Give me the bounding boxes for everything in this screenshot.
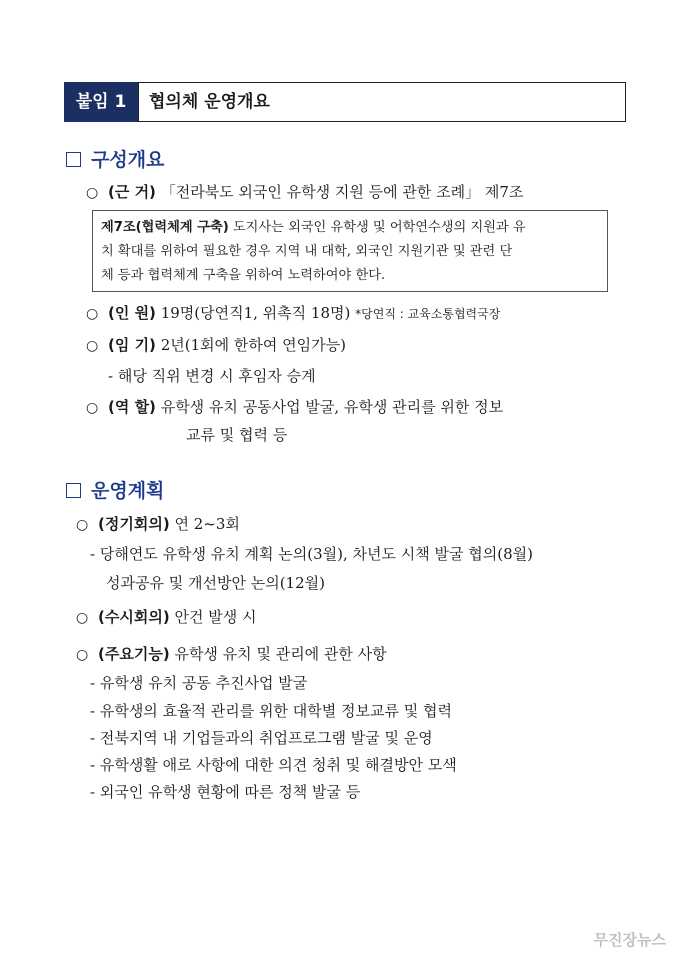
- regular-meeting-sub-cont: 성과공유 및 개선방안 논의(12월): [106, 574, 325, 592]
- section-title-composition: 구성개요: [66, 145, 164, 172]
- adhoc-meeting-row: ○ (수시회의) 안건 발생 시: [76, 608, 257, 626]
- watermark-logo: 무진장뉴스: [593, 931, 666, 949]
- circle-bullet-icon: ○: [76, 647, 89, 663]
- checkbox-square-icon: [66, 483, 81, 498]
- checkbox-square-icon: [66, 152, 81, 167]
- term-row: ○ (임 기) 2년(1회에 한하여 연임가능): [86, 336, 346, 354]
- term-sub: - 해당 직위 변경 시 후임자 승계: [108, 367, 316, 385]
- basis-row: ○ (근 거) 「전라북도 외국인 유학생 지원 등에 관한 조례」 제7조: [86, 183, 524, 201]
- regular-meeting-row: ○ (정기회의) 연 2~3회: [76, 515, 240, 533]
- circle-bullet-icon: ○: [86, 306, 99, 322]
- list-item: - 유학생 유치 공동 추진사업 발굴: [90, 674, 308, 692]
- regular-meeting-sub: - 당해연도 유학생 유치 계획 논의(3월), 차년도 시책 발굴 협의(8월): [90, 545, 534, 563]
- role-row: ○ (역 할) 유학생 유치 공동사업 발굴, 유학생 관리를 위한 정보: [86, 398, 504, 416]
- list-item: - 외국인 유학생 현황에 따른 정책 발굴 등: [90, 783, 361, 801]
- circle-bullet-icon: ○: [76, 517, 89, 533]
- page-title: 협의체 운영개요: [138, 82, 626, 122]
- circle-bullet-icon: ○: [86, 338, 99, 354]
- circle-bullet-icon: ○: [86, 185, 99, 201]
- list-item: - 유학생활 애로 사항에 대한 의견 청취 및 해결방안 모색: [90, 756, 457, 774]
- list-item: - 전북지역 내 기업들과의 취업프로그램 발굴 및 운영: [90, 729, 433, 747]
- circle-bullet-icon: ○: [86, 400, 99, 416]
- members-row: ○ (인 원) 19명(당연직1, 위촉직 18명) *당연직 : 교육소통협력국장: [86, 304, 501, 322]
- section-title-operation: 운영계획: [66, 476, 164, 503]
- role-continued: 교류 및 협력 등: [186, 426, 288, 444]
- list-item: - 유학생의 효율적 관리를 위한 대학별 정보교류 및 협력: [90, 702, 452, 720]
- law-article-box: 제7조(협력체계 구축) 도지사는 외국인 유학생 및 어학연수생의 지원과 유 치 확대를 위하여 필요한 경우 지역 내 대학, 외국인 지원기관 및 관련 단 체 등과 협력체계 구축을 위하여 노력하여야 한다.: [92, 210, 608, 292]
- circle-bullet-icon: ○: [76, 610, 89, 626]
- functions-row: ○ (주요기능) 유학생 유치 및 관리에 관한 사항: [76, 645, 387, 663]
- attachment-tag: 붙임 1: [64, 82, 138, 122]
